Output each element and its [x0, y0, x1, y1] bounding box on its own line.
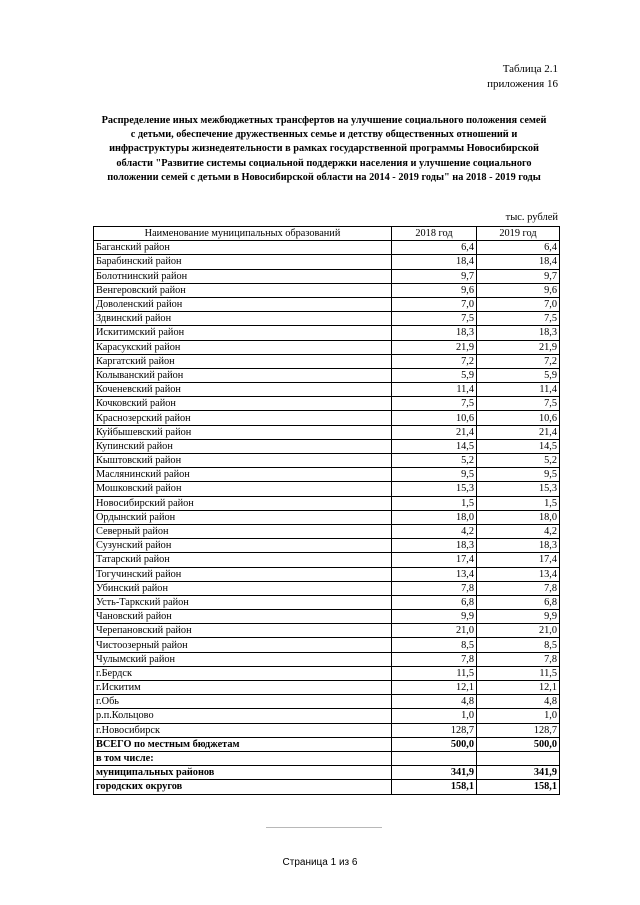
value-2018: 12,1: [392, 681, 477, 695]
table-row: [94, 439, 560, 453]
table-row: [94, 595, 560, 609]
table-row: [94, 283, 560, 297]
municipality-name: Ордынский район: [94, 510, 392, 524]
value-2018: 1,5: [392, 496, 477, 510]
table-row: [94, 723, 560, 737]
municipality-name: городских округов: [94, 780, 392, 794]
document-title: Распределение иных межбюджетных трансфертов на улучшение социального положения семей с детьми, обеспечение дружественных семье и детству общественных отношений и инфраструктуры жизнедеятельности в рамках государственной программы Новосибирской области "Развитие системы социальной поддержки населения и улучшение социального положении семей с детьми в Новосибирской области на 2014 - 2019 годы" на 2018 - 2019 годы: [101, 115, 547, 183]
value-2019: 17,4: [477, 553, 560, 567]
value-2019: 4,8: [477, 695, 560, 709]
column-header-2018: 2018 год: [392, 227, 477, 241]
value-2019: 128,7: [477, 723, 560, 737]
municipality-name: Болотнинский район: [94, 269, 392, 283]
table-row: [94, 468, 560, 482]
value-2019: 18,0: [477, 510, 560, 524]
value-2018: 7,5: [392, 312, 477, 326]
value-2018: 13,4: [392, 567, 477, 581]
municipality-name: в том числе:: [94, 751, 392, 765]
value-2019: 1,5: [477, 496, 560, 510]
value-2019: 9,7: [477, 269, 560, 283]
value-2019: 1,0: [477, 709, 560, 723]
municipality-name: г.Обь: [94, 695, 392, 709]
table-row: [94, 425, 560, 439]
municipality-name: Куйбышевский район: [94, 425, 392, 439]
table-row: [94, 610, 560, 624]
value-2018: 4,8: [392, 695, 477, 709]
units-label: тыс. рублей: [505, 212, 558, 223]
municipality-name: Барабинский район: [94, 255, 392, 269]
value-2018: 11,5: [392, 666, 477, 680]
value-2018: 18,4: [392, 255, 477, 269]
value-2019: 9,5: [477, 468, 560, 482]
value-2018: 7,0: [392, 297, 477, 311]
value-2018: 6,4: [392, 241, 477, 255]
value-2018: 5,2: [392, 454, 477, 468]
table-row: [94, 241, 560, 255]
municipality-name: Сузунский район: [94, 539, 392, 553]
column-header-2019: 2019 год: [477, 227, 560, 241]
table-row: [94, 567, 560, 581]
municipality-name: Новосибирский район: [94, 496, 392, 510]
value-2019: 5,2: [477, 454, 560, 468]
value-2018: 8,5: [392, 638, 477, 652]
value-2018: 18,0: [392, 510, 477, 524]
value-2018: 128,7: [392, 723, 477, 737]
value-2018: 4,2: [392, 524, 477, 538]
column-header-municipality: Наименование муниципальных образований: [94, 227, 392, 241]
municipality-name: Тогучинский район: [94, 567, 392, 581]
value-2019: 7,8: [477, 652, 560, 666]
table-row: [94, 354, 560, 368]
table-row: [94, 411, 560, 425]
municipality-name: Мошковский район: [94, 482, 392, 496]
value-2018: 10,6: [392, 411, 477, 425]
total-row: [94, 737, 560, 751]
table-row: [94, 297, 560, 311]
value-2019: 9,9: [477, 610, 560, 624]
value-2018: 15,3: [392, 482, 477, 496]
value-2019: 341,9: [477, 766, 560, 780]
value-2019: 12,1: [477, 681, 560, 695]
municipality-name: Баганский район: [94, 241, 392, 255]
table-row: [94, 368, 560, 382]
value-2019: 8,5: [477, 638, 560, 652]
value-2019: 7,2: [477, 354, 560, 368]
municipality-name: Чановский район: [94, 610, 392, 624]
value-2019: 21,0: [477, 624, 560, 638]
value-2019: 15,3: [477, 482, 560, 496]
value-2018: 17,4: [392, 553, 477, 567]
value-2018: [392, 751, 477, 765]
table-row: [94, 695, 560, 709]
table-row: [94, 482, 560, 496]
table-row: [94, 383, 560, 397]
value-2018: 7,5: [392, 397, 477, 411]
value-2019: 14,5: [477, 439, 560, 453]
subtotal-row: [94, 766, 560, 780]
table-row: [94, 553, 560, 567]
value-2019: [477, 751, 560, 765]
value-2018: 21,0: [392, 624, 477, 638]
table-row: [94, 624, 560, 638]
footer-separator: [266, 827, 382, 828]
value-2019: 18,3: [477, 539, 560, 553]
table-row: [94, 340, 560, 354]
table-row: [94, 666, 560, 680]
municipality-name: муниципальных районов: [94, 766, 392, 780]
value-2019: 9,6: [477, 283, 560, 297]
table-row: [94, 581, 560, 595]
value-2018: 341,9: [392, 766, 477, 780]
value-2019: 6,4: [477, 241, 560, 255]
table-row: [94, 524, 560, 538]
table-row: [94, 454, 560, 468]
table-row: [94, 326, 560, 340]
value-2019: 7,5: [477, 312, 560, 326]
value-2018: 9,9: [392, 610, 477, 624]
table-row: [94, 539, 560, 553]
value-2018: 9,5: [392, 468, 477, 482]
municipality-name: Коченевский район: [94, 383, 392, 397]
subtotal-row: [94, 780, 560, 794]
municipality-name: Здвинский район: [94, 312, 392, 326]
municipality-name: Кыштовский район: [94, 454, 392, 468]
value-2018: 18,3: [392, 539, 477, 553]
value-2019: 500,0: [477, 737, 560, 751]
value-2019: 21,4: [477, 425, 560, 439]
table-row: [94, 496, 560, 510]
value-2019: 158,1: [477, 780, 560, 794]
table-row: [94, 312, 560, 326]
municipality-name: г.Бердск: [94, 666, 392, 680]
value-2019: 13,4: [477, 567, 560, 581]
municipality-name: Венгеровский район: [94, 283, 392, 297]
table-row: [94, 269, 560, 283]
value-2018: 7,8: [392, 581, 477, 595]
municipality-name: Усть-Таркский район: [94, 595, 392, 609]
value-2018: 6,8: [392, 595, 477, 609]
value-2018: 500,0: [392, 737, 477, 751]
table-row: [94, 652, 560, 666]
municipality-name: Доволенский район: [94, 297, 392, 311]
table-row: [94, 681, 560, 695]
value-2019: 7,5: [477, 397, 560, 411]
value-2019: 10,6: [477, 411, 560, 425]
value-2018: 5,9: [392, 368, 477, 382]
municipality-name: Татарский район: [94, 553, 392, 567]
value-2019: 11,5: [477, 666, 560, 680]
municipality-name: Краснозерский район: [94, 411, 392, 425]
value-2019: 7,8: [477, 581, 560, 595]
table-label: Таблица 2.1: [502, 63, 558, 75]
value-2018: 9,6: [392, 283, 477, 297]
municipality-name: Черепановский район: [94, 624, 392, 638]
municipality-name: Каргатский район: [94, 354, 392, 368]
value-2019: 18,3: [477, 326, 560, 340]
value-2019: 11,4: [477, 383, 560, 397]
table-header-row: [94, 227, 560, 241]
table-row: [94, 709, 560, 723]
value-2019: 6,8: [477, 595, 560, 609]
municipality-name: Чулымский район: [94, 652, 392, 666]
transfers-table: [93, 226, 560, 795]
municipality-name: р.п.Кольцово: [94, 709, 392, 723]
value-2018: 7,8: [392, 652, 477, 666]
municipality-name: Маслянинский район: [94, 468, 392, 482]
value-2018: 21,9: [392, 340, 477, 354]
value-2019: 18,4: [477, 255, 560, 269]
value-2018: 21,4: [392, 425, 477, 439]
value-2018: 158,1: [392, 780, 477, 794]
municipality-name: Искитимский район: [94, 326, 392, 340]
appendix-label: приложения 16: [487, 78, 558, 90]
municipality-name: Кочковский район: [94, 397, 392, 411]
municipality-name: Купинский район: [94, 439, 392, 453]
value-2018: 18,3: [392, 326, 477, 340]
value-2018: 14,5: [392, 439, 477, 453]
municipality-name: г.Искитим: [94, 681, 392, 695]
value-2018: 1,0: [392, 709, 477, 723]
table-row: [94, 397, 560, 411]
page-number: Страница 1 из 6: [282, 857, 358, 868]
table-row: [94, 255, 560, 269]
table-row: [94, 638, 560, 652]
including-label-row: [94, 751, 560, 765]
value-2018: 9,7: [392, 269, 477, 283]
value-2019: 21,9: [477, 340, 560, 354]
municipality-name: Колыванский район: [94, 368, 392, 382]
value-2018: 7,2: [392, 354, 477, 368]
municipality-name: ВСЕГО по местным бюджетам: [94, 737, 392, 751]
municipality-name: г.Новосибирск: [94, 723, 392, 737]
municipality-name: Чистоозерный район: [94, 638, 392, 652]
value-2018: 11,4: [392, 383, 477, 397]
value-2019: 4,2: [477, 524, 560, 538]
municipality-name: Северный район: [94, 524, 392, 538]
municipality-name: Убинский район: [94, 581, 392, 595]
value-2019: 5,9: [477, 368, 560, 382]
municipality-name: Карасукский район: [94, 340, 392, 354]
table-row: [94, 510, 560, 524]
value-2019: 7,0: [477, 297, 560, 311]
